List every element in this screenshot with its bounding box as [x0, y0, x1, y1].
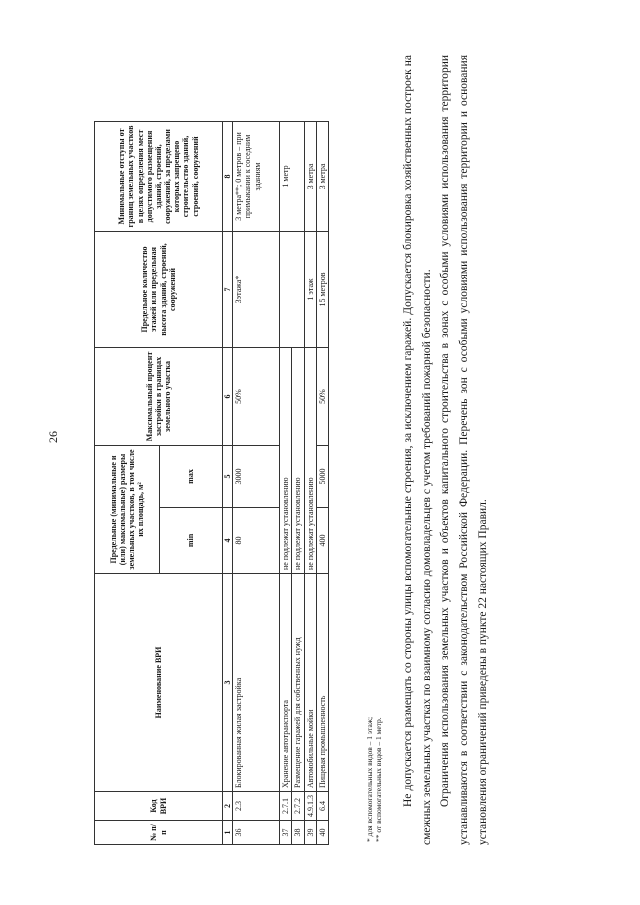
header-code: Код ВРИ: [95, 792, 223, 821]
header-percent: Максимальный процент застройки в границах земельного участка: [95, 348, 223, 446]
col-number: 6: [223, 348, 233, 446]
row-limits: не подлежат установлению: [292, 348, 304, 574]
header-size-group: Предельные (минимальные и (или) максимальные) размеры земельных участков, в том числе их площадь, м²: [95, 446, 160, 574]
col-number: 4: [223, 508, 233, 574]
row-name: Размещение гаражей для собственных нужд: [292, 574, 304, 792]
row-min: 400: [316, 508, 328, 574]
row-floors: 15 метров: [316, 232, 328, 348]
col-number: 2: [223, 792, 233, 821]
footnote: ** от вспомогательных видов – 1 метр.: [374, 717, 383, 842]
col-number: 1: [223, 821, 233, 845]
rotated-page-content: [94, 45, 544, 845]
row-limits: не подлежат установлению: [304, 348, 316, 574]
header-max: max: [160, 446, 223, 508]
table-row: [316, 122, 328, 845]
row-setback: 3 метра**; 0 метров – при примыкании к соседним зданиям: [233, 122, 280, 232]
row-floors: 3этажа*: [233, 232, 280, 348]
header-setback: Минимальные отступы от границ земельных участков в целях определения мест допустимого размещения зданий, строений, сооружений, за пределами которых запрещено строительство зданий, строений, сооружений: [95, 122, 223, 232]
paragraph: Ограничения использования земельных участков и объектов капитального строительства в зонах с особыми условиями использования территории устанавливаются в соответствии с законодательством Российской Федерации. Перечень зон с особыми условиями использования территории и основания установления ограничений приведены в пункте 22 настоящих Правил.: [439, 55, 489, 845]
row-limits: не подлежат установлению: [280, 348, 292, 574]
col-number: 3: [223, 574, 233, 792]
page-number: 26: [46, 431, 60, 443]
row-max: 5000: [316, 446, 328, 508]
column-number-row: [223, 122, 233, 845]
row-num: 38: [292, 821, 304, 845]
row-code: 4.9.1.3: [304, 792, 316, 821]
col-number: 5: [223, 446, 233, 508]
row-setback: 3 метра: [316, 122, 328, 232]
row-code: 2.7.1: [280, 792, 292, 821]
row-name: Блокированная жилая застройка: [233, 574, 280, 792]
row-percent: 50%: [233, 348, 280, 446]
footnote: * для вспомогательных видов – 1 этаж;: [365, 716, 374, 842]
table-row: [233, 122, 280, 845]
header-num: № п/п: [95, 821, 223, 845]
row-name: Автомобильные мойки: [304, 574, 316, 792]
row-floors: 1 этаж: [304, 232, 316, 348]
row-setback: 3 метра: [304, 122, 316, 232]
header-floors: Предельное количество этажей или предельная высота зданий, строений, сооружений: [95, 232, 223, 348]
zoning-parameters-table: [94, 121, 329, 845]
table-footnotes: [365, 717, 383, 842]
row-max: 3000: [233, 446, 280, 508]
row-percent: 50%: [316, 348, 328, 446]
body-text: [399, 55, 492, 845]
paragraph: Не допускается размещать со стороны улицы вспомогательные строения, за исключением гаражей. Допускается блокировка хозяйственных построек на смежных земельных участках по взаимному согласию домовладельцев с учетом требований пожарной безопасности.: [402, 55, 433, 845]
row-num: 37: [280, 821, 292, 845]
table-row: [280, 122, 292, 845]
row-name: Хранение автотранспорта: [280, 574, 292, 792]
col-number: 8: [223, 122, 233, 232]
row-num: 36: [233, 821, 280, 845]
row-min: 80: [233, 508, 280, 574]
row-name: Пищевая промышленность: [316, 574, 328, 792]
row-code: 2.7.2: [292, 792, 304, 821]
row-num: 40: [316, 821, 328, 845]
row-floors-empty: [280, 232, 304, 348]
col-number: 7: [223, 232, 233, 348]
row-num: 39: [304, 821, 316, 845]
row-code: 2.3: [233, 792, 280, 821]
table-row: [304, 122, 316, 845]
header-min: min: [160, 508, 223, 574]
row-code: 6.4: [316, 792, 328, 821]
header-name: Наименование ВРИ: [95, 574, 223, 792]
row-setback: 1 метр: [280, 122, 304, 232]
